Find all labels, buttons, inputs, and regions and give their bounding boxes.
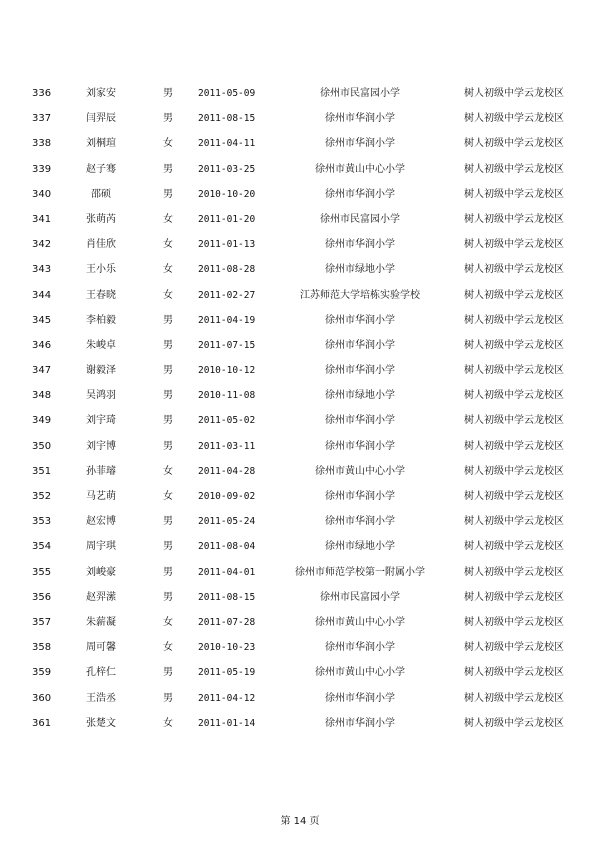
student-gender: 男 — [163, 440, 173, 452]
primary-school: 徐州市华润小学 — [325, 314, 395, 326]
birth-date: 2011-04-12 — [198, 692, 256, 704]
birth-date: 2011-01-20 — [198, 213, 256, 225]
table-row — [0, 459, 600, 484]
student-gender: 男 — [163, 541, 173, 553]
row-number: 347 — [32, 365, 52, 377]
student-gender: 女 — [163, 239, 173, 251]
row-number: 357 — [32, 616, 52, 628]
birth-date: 2011-01-13 — [198, 239, 256, 251]
student-name: 肖佳欣 — [86, 239, 116, 251]
table-row — [0, 635, 600, 660]
assigned-school: 树人初级中学云龙校区 — [464, 289, 564, 301]
birth-date: 2011-04-01 — [198, 566, 256, 578]
student-gender: 女 — [163, 138, 173, 150]
row-number: 346 — [32, 339, 52, 351]
student-name: 刘家安 — [86, 88, 116, 99]
row-number: 337 — [32, 113, 52, 125]
row-number: 345 — [32, 314, 52, 326]
primary-school: 江苏师范大学培栋实验学校 — [300, 289, 420, 301]
row-number: 339 — [32, 163, 52, 175]
page-number: 第 14 页 — [280, 816, 320, 827]
primary-school: 徐州市华润小学 — [325, 415, 395, 427]
primary-school: 徐州市黄山中心小学 — [315, 465, 405, 477]
student-name: 刘峻豪 — [86, 566, 116, 578]
assigned-school: 树人初级中学云龙校区 — [464, 365, 564, 377]
birth-date: 2011-04-11 — [198, 138, 256, 150]
table-row — [0, 232, 600, 257]
table-row — [0, 408, 600, 433]
table-row — [0, 182, 600, 207]
birth-date: 2011-08-15 — [198, 113, 256, 125]
assigned-school: 树人初级中学云龙校区 — [464, 566, 564, 578]
primary-school: 徐州市华润小学 — [325, 717, 395, 729]
birth-date: 2011-02-27 — [198, 289, 256, 301]
birth-date: 2011-05-19 — [198, 667, 256, 679]
student-name: 马艺萌 — [86, 491, 116, 502]
assigned-school: 树人初级中学云龙校区 — [464, 390, 564, 402]
birth-date: 2011-03-11 — [198, 440, 256, 452]
table-row — [0, 308, 600, 333]
student-name: 周可馨 — [86, 642, 116, 654]
table-row — [0, 81, 600, 106]
assigned-school: 树人初级中学云龙校区 — [464, 113, 564, 125]
assigned-school: 树人初级中学云龙校区 — [464, 616, 564, 628]
student-gender: 男 — [163, 163, 173, 175]
assigned-school: 树人初级中学云龙校区 — [464, 415, 564, 427]
student-gender: 男 — [163, 88, 173, 99]
primary-school: 徐州市黄山中心小学 — [315, 163, 405, 175]
table-row — [0, 106, 600, 131]
student-gender: 女 — [163, 616, 173, 628]
table-row — [0, 610, 600, 635]
assigned-school: 树人初级中学云龙校区 — [464, 591, 564, 603]
assigned-school: 树人初级中学云龙校区 — [464, 717, 564, 729]
row-number: 351 — [32, 465, 52, 477]
student-name: 刘宇琦 — [86, 415, 116, 427]
row-number: 344 — [32, 289, 52, 301]
assigned-school: 树人初级中学云龙校区 — [464, 440, 564, 452]
assigned-school: 树人初级中学云龙校区 — [464, 667, 564, 679]
student-gender: 男 — [163, 566, 173, 578]
student-gender: 男 — [163, 667, 173, 679]
primary-school: 徐州市华润小学 — [325, 491, 395, 502]
assigned-school: 树人初级中学云龙校区 — [464, 339, 564, 351]
table-row — [0, 157, 600, 182]
birth-date: 2011-04-19 — [198, 314, 256, 326]
student-name: 王春晓 — [86, 289, 116, 301]
row-number: 354 — [32, 541, 52, 553]
table-row — [0, 207, 600, 232]
birth-date: 2011-08-15 — [198, 591, 256, 603]
table-row — [0, 686, 600, 711]
primary-school: 徐州市华润小学 — [325, 339, 395, 351]
student-name: 孙菲璿 — [86, 465, 116, 477]
student-gender: 男 — [163, 516, 173, 528]
row-number: 361 — [32, 717, 52, 729]
table-row — [0, 283, 600, 308]
table-row — [0, 711, 600, 736]
assigned-school: 树人初级中学云龙校区 — [464, 516, 564, 528]
student-gender: 女 — [163, 491, 173, 502]
primary-school: 徐州市民富园小学 — [320, 591, 400, 603]
row-number: 353 — [32, 516, 52, 528]
primary-school: 徐州市华润小学 — [325, 188, 395, 200]
assigned-school: 树人初级中学云龙校区 — [464, 163, 564, 175]
student-name: 赵子骞 — [86, 163, 116, 175]
table-row — [0, 131, 600, 156]
student-name: 孔梓仁 — [86, 667, 116, 679]
assigned-school: 树人初级中学云龙校区 — [464, 314, 564, 326]
table-row — [0, 358, 600, 383]
student-name: 谢毅泽 — [86, 365, 116, 377]
assigned-school: 树人初级中学云龙校区 — [464, 465, 564, 477]
row-number: 348 — [32, 390, 52, 402]
table-row — [0, 383, 600, 408]
assigned-school: 树人初级中学云龙校区 — [464, 541, 564, 553]
student-gender: 男 — [163, 591, 173, 603]
table-row — [0, 560, 600, 585]
primary-school: 徐州市师范学校第一附属小学 — [295, 566, 425, 578]
table-row — [0, 534, 600, 559]
student-gender: 女 — [163, 642, 173, 654]
primary-school: 徐州市黄山中心小学 — [315, 667, 405, 679]
student-name: 刘宇博 — [86, 440, 116, 452]
student-name: 王小乐 — [86, 264, 116, 276]
birth-date: 2010-09-02 — [198, 491, 256, 502]
row-number: 350 — [32, 440, 52, 452]
row-number: 338 — [32, 138, 52, 150]
table-row — [0, 484, 600, 509]
assigned-school: 树人初级中学云龙校区 — [464, 239, 564, 251]
primary-school: 徐州市民富园小学 — [320, 88, 400, 99]
row-number: 358 — [32, 642, 52, 654]
student-gender: 男 — [163, 339, 173, 351]
table-row — [0, 333, 600, 358]
student-name: 闫羿辰 — [86, 113, 116, 125]
primary-school: 徐州市华润小学 — [325, 365, 395, 377]
student-name: 赵宏博 — [86, 516, 116, 528]
student-name: 刘桐瑄 — [86, 138, 116, 150]
primary-school: 徐州市华润小学 — [325, 113, 395, 125]
primary-school: 徐州市黄山中心小学 — [315, 616, 405, 628]
primary-school: 徐州市华润小学 — [325, 516, 395, 528]
student-name: 朱薪凝 — [86, 616, 116, 628]
student-gender: 女 — [163, 717, 173, 729]
birth-date: 2010-10-20 — [198, 188, 256, 200]
birth-date: 2011-08-04 — [198, 541, 256, 553]
table-row — [0, 434, 600, 459]
assigned-school: 树人初级中学云龙校区 — [464, 264, 564, 276]
primary-school: 徐州市华润小学 — [325, 440, 395, 452]
birth-date: 2010-10-23 — [198, 642, 256, 654]
student-name: 赵羿潆 — [86, 591, 116, 603]
student-gender: 男 — [163, 390, 173, 402]
student-name: 李柏毅 — [86, 314, 116, 326]
student-name: 朱峻卓 — [86, 339, 116, 351]
table-row — [0, 585, 600, 610]
table-row — [0, 257, 600, 282]
student-name: 吴鸿羽 — [86, 390, 116, 402]
primary-school: 徐州市华润小学 — [325, 692, 395, 704]
assigned-school: 树人初级中学云龙校区 — [464, 88, 564, 99]
student-name: 周宇琪 — [86, 541, 116, 553]
student-gender: 女 — [163, 213, 173, 225]
row-number: 355 — [32, 566, 52, 578]
student-name: 邵硕 — [91, 188, 111, 200]
student-gender: 女 — [163, 289, 173, 301]
birth-date: 2010-10-12 — [198, 365, 256, 377]
student-table — [0, 81, 600, 736]
assigned-school: 树人初级中学云龙校区 — [464, 138, 564, 150]
row-number: 360 — [32, 692, 52, 704]
student-gender: 女 — [163, 264, 173, 276]
assigned-school: 树人初级中学云龙校区 — [464, 188, 564, 200]
birth-date: 2011-08-28 — [198, 264, 256, 276]
row-number: 349 — [32, 415, 52, 427]
assigned-school: 树人初级中学云龙校区 — [464, 491, 564, 502]
student-gender: 男 — [163, 188, 173, 200]
table-row — [0, 509, 600, 534]
birth-date: 2010-11-08 — [198, 390, 256, 402]
student-gender: 男 — [163, 415, 173, 427]
primary-school: 徐州市绿地小学 — [325, 390, 395, 402]
assigned-school: 树人初级中学云龙校区 — [464, 692, 564, 704]
row-number: 343 — [32, 264, 52, 276]
birth-date: 2011-01-14 — [198, 717, 256, 729]
table-row — [0, 660, 600, 685]
primary-school: 徐州市华润小学 — [325, 239, 395, 251]
student-gender: 男 — [163, 113, 173, 125]
student-gender: 男 — [163, 692, 173, 704]
row-number: 356 — [32, 591, 52, 603]
birth-date: 2011-04-28 — [198, 465, 256, 477]
birth-date: 2011-05-02 — [198, 415, 256, 427]
row-number: 352 — [32, 491, 52, 502]
primary-school: 徐州市绿地小学 — [325, 541, 395, 553]
row-number: 336 — [32, 88, 52, 99]
student-name: 张楚文 — [86, 717, 116, 729]
row-number: 342 — [32, 239, 52, 251]
assigned-school: 树人初级中学云龙校区 — [464, 642, 564, 654]
birth-date: 2011-07-15 — [198, 339, 256, 351]
student-gender: 男 — [163, 314, 173, 326]
birth-date: 2011-05-24 — [198, 516, 256, 528]
primary-school: 徐州市华润小学 — [325, 138, 395, 150]
student-gender: 男 — [163, 365, 173, 377]
row-number: 340 — [32, 188, 52, 200]
primary-school: 徐州市华润小学 — [325, 642, 395, 654]
assigned-school: 树人初级中学云龙校区 — [464, 213, 564, 225]
primary-school: 徐州市民富园小学 — [320, 213, 400, 225]
birth-date: 2011-07-28 — [198, 616, 256, 628]
student-name: 张萌芮 — [86, 213, 116, 225]
primary-school: 徐州市绿地小学 — [325, 264, 395, 276]
row-number: 341 — [32, 213, 52, 225]
row-number: 359 — [32, 667, 52, 679]
student-name: 王浩丞 — [86, 692, 116, 704]
student-gender: 女 — [163, 465, 173, 477]
birth-date: 2011-03-25 — [198, 163, 256, 175]
birth-date: 2011-05-09 — [198, 88, 256, 99]
